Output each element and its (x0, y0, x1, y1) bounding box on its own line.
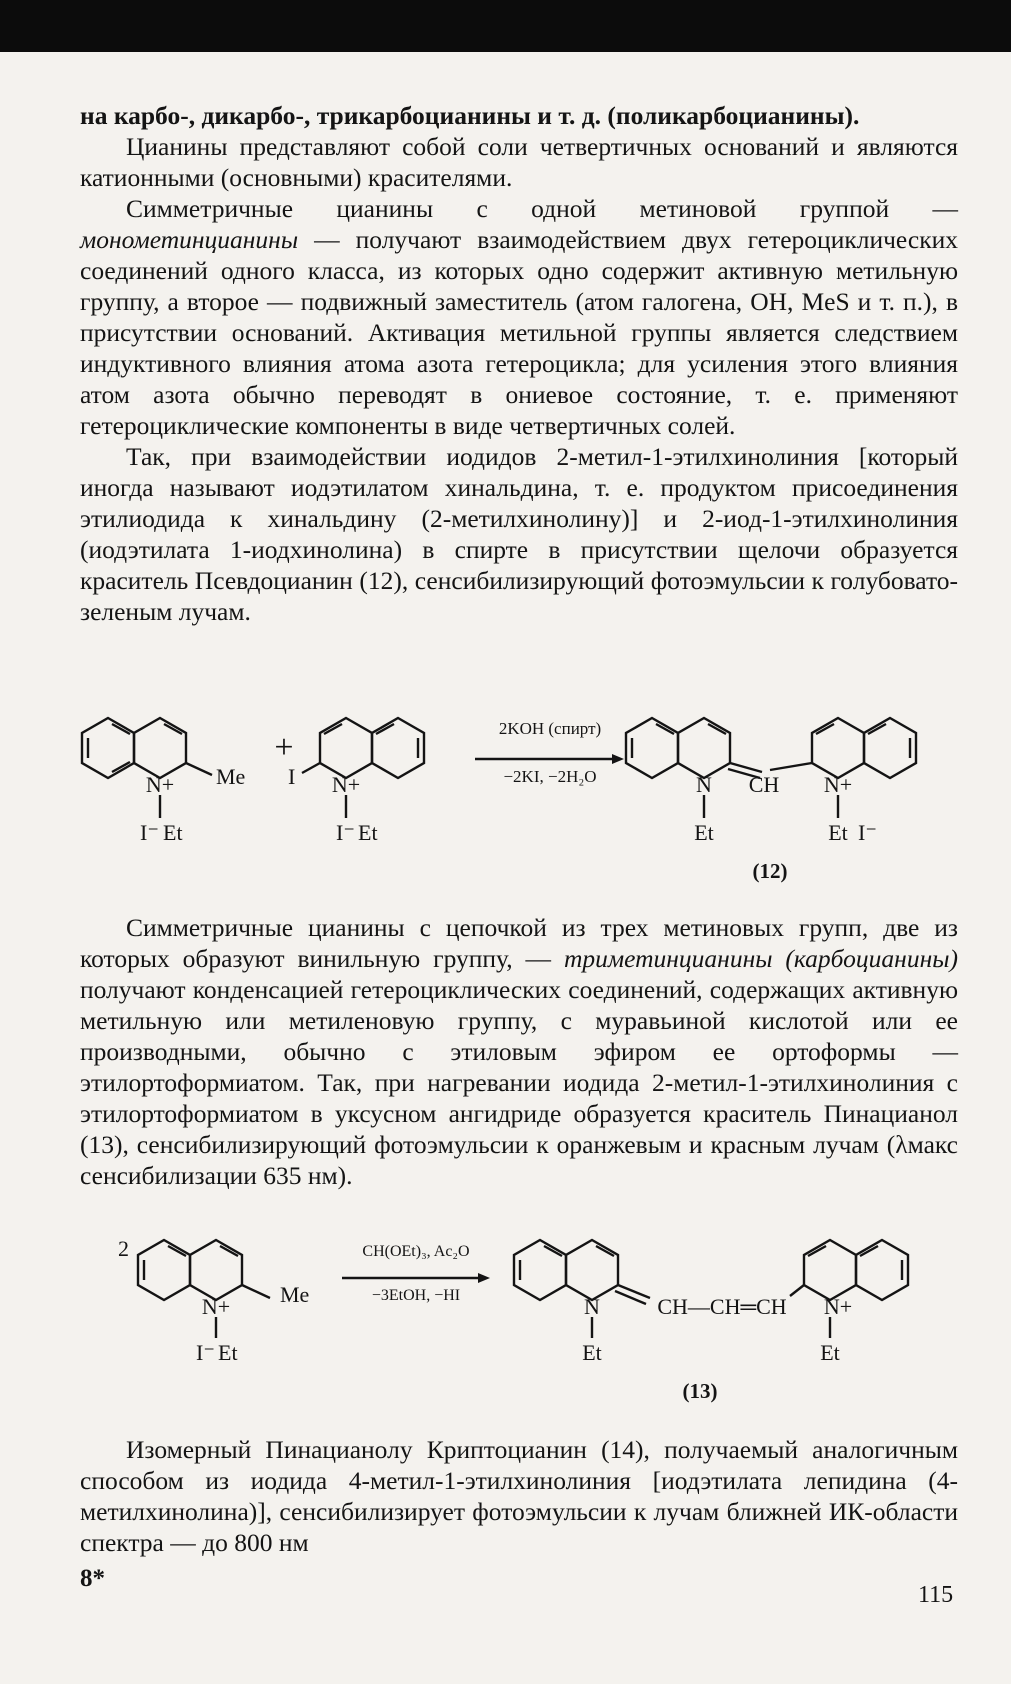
pyridine-ring-2 (320, 718, 372, 778)
paragraph-1: на карбо-, дикарбо-, трикарбоцианины и т. д. (поликарбоцианины). (80, 101, 860, 130)
compound-label-13: (13) (682, 1379, 718, 1403)
reactant-benzo-ring (138, 1240, 190, 1300)
plus-sign: + (274, 729, 294, 766)
product13-benzo-ring-right (856, 1240, 908, 1300)
reaction-scheme-12 (0, 700, 1011, 890)
iodo-bond (302, 763, 320, 773)
text-block-bottom (80, 1434, 958, 1558)
product-pyridine-ring-right (812, 718, 864, 778)
reaction-scheme-13 (0, 1222, 1011, 1412)
product-benzo-ring-right (864, 718, 916, 778)
paragraph-3-start: Симметричные цианины с одной метиновой группой — (126, 194, 958, 223)
product13-nitrogen-right: N+ (823, 1294, 853, 1319)
scan-top-border (0, 0, 1011, 52)
product13-ethyl-left: Et (582, 1340, 602, 1365)
scheme-12-drawing (0, 700, 1011, 890)
paragraph-5-start: Симметричные цианины с цепочкой из трех метиновых групп, две из которых образуют винильную группу, — (80, 913, 958, 973)
r1-ethyl: Et (163, 820, 183, 845)
benzo-ring-1 (82, 718, 134, 778)
byproducts-13: −3EtOH, −HI (371, 1287, 461, 1304)
product-ethyl-right: Et (828, 820, 848, 845)
term-monomethine: монометинцианины (80, 225, 299, 254)
r2-ethyl: Et (358, 820, 378, 845)
reactant-methyl: Me (280, 1282, 310, 1307)
paragraph-3 (80, 193, 958, 441)
reactant-ethyl: Et (218, 1340, 238, 1365)
text-block-middle (80, 912, 958, 1191)
product-methine: CH (748, 772, 780, 797)
paragraph-3-rest: — получают взаимодействием двух гетероциклических соединений одного класса, из которых одно содержит активную метильную группу, а второе — подвижный заместитель (атом галогена, OH, MeS и т. п.), в присутствии оснований. Активация метильной группы является следствием индуктивного влияния атома азота гетероцикла; для усиления этого влияния атом азота обычно переводят в ониевое состояние, т. е. применяют гетероциклические компоненты в виде четвертичных солей. (80, 225, 958, 440)
methyl-bond-13 (242, 1285, 270, 1298)
pyridine-ring-1 (134, 718, 186, 778)
r1-nitrogen: N+ (145, 772, 175, 797)
product13-pyridine-ring-right (804, 1240, 856, 1300)
text-block-top (80, 100, 958, 627)
r1-counter-ion: I⁻ (140, 820, 159, 845)
product13-pyridine-ring-left (566, 1240, 618, 1300)
paragraph-6: Изомерный Пинацианолу Криптоцианин (14), получаемый аналогичным способом из иодида 4-метил-1-этилхинолиния [иодэтилата лепидина (4-метилхинолина)], сенсибилизирует фотоэмульсии к лучам ближней ИК-области спектра — до 800 нм (80, 1435, 958, 1557)
r2-nitrogen: N+ (331, 772, 361, 797)
product-nitrogen-right: N+ (823, 772, 853, 797)
product13-nitrogen-left: N (584, 1294, 600, 1319)
term-trimethine: триметинцианины (карбоцианины) (563, 944, 958, 973)
r2-counter-ion: I⁻ (336, 820, 355, 845)
methyl-bond-1 (186, 763, 212, 775)
product13-ethyl-right: Et (820, 1340, 840, 1365)
reactant-pyridine-ring (190, 1240, 242, 1300)
product-ethyl-left: Et (694, 820, 714, 845)
product13-benzo-ring-left (514, 1240, 566, 1300)
product-benzo-ring-left (626, 718, 678, 778)
reactant-counter-ion: I⁻ (196, 1340, 215, 1365)
r2-iodine: I (288, 764, 296, 789)
product-pyridine-ring-left (678, 718, 730, 778)
stoichiometric-coefficient: 2 (118, 1236, 129, 1261)
paragraph-2: Цианины представляют собой соли четвертичных оснований и являются катионными (основными) красителями. (80, 132, 958, 192)
reactant-nitrogen: N+ (201, 1294, 231, 1319)
page-number: 115 (918, 1582, 954, 1608)
product13-polymethine-chain: CH—CH═CH (657, 1294, 787, 1319)
signature-mark: 8* (80, 1565, 105, 1592)
paragraph-5 (80, 912, 958, 1191)
r1-methyl: Me (216, 764, 246, 789)
paragraph-5-rest: получают конденсацией гетероциклических соединений, содержащих активную метильную или метиленовую группу, с муравьиной кислотой или ее производными, обычно с этиловым эфиром ее ортоформы — этилортоформиатом. Так, при нагревании иодида 2-метил-1-этилхинолиния с этилортоформиатом в уксусном ангидриде образуется краситель Пинацианол (13), сенсибилизирующий фотоэмульсии к оранжевым и красным лучам (λмакс сенсибилизации 635 нм). (80, 975, 958, 1190)
compound-label-12: (12) (752, 859, 788, 883)
byproducts-12: −2KI, −2H₂O (503, 767, 597, 786)
product-nitrogen-left: N (696, 772, 712, 797)
benzo-ring-2 (372, 718, 424, 778)
reagent-12: 2KOH (спирт) (498, 719, 602, 738)
scheme-13-drawing (0, 1222, 1011, 1412)
product-counter-ion: I⁻ (858, 820, 877, 845)
paragraph-4: Так, при взаимодействии иодидов 2-метил-1-этилхинолиния [который иногда называют иодэтилатом хинальдина, т. е. продуктом присоединения этилиодида к хинальдину (2-метилхинолину)] и 2-иод-1-этилхинолиния (иодэтилата 1-иодхинолина) в спирте в присутствии щелочи образуется краситель Псевдоцианин (12), сенсибилизирующий фотоэмульсии к голубовато-зеленым лучам. (80, 442, 958, 626)
reagent-13: CH(OEt)₃, Ac₂O (362, 1243, 470, 1260)
